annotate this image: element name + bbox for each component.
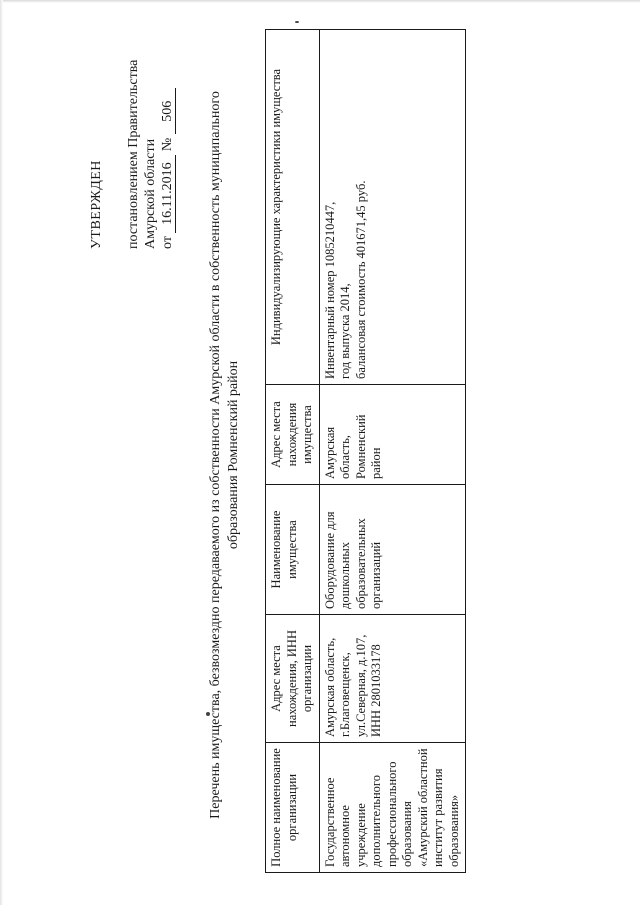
- date-prefix: от: [160, 236, 175, 249]
- cell-org-address: [319, 615, 466, 743]
- title-line-1: Перечень имущества, безвозмездно передаваемого из собственности Амурской области в собственность муниципального: [208, 91, 223, 819]
- approval-date: 16.11.2016: [160, 155, 176, 233]
- column-header-org-name: Полное наименование организации: [266, 743, 320, 873]
- cell-line: ИНН 2801033178: [369, 644, 383, 737]
- column-header-characteristics: Индивидуализирующие характеристики имущества: [266, 30, 320, 385]
- table-header-row: [266, 30, 320, 873]
- cell-line: Государственное автономное учреждение: [322, 777, 368, 867]
- approval-line-1: постановлением Правительства: [126, 59, 141, 249]
- cell-property-name: [319, 485, 466, 615]
- approval-line-2: Амурской области: [143, 138, 158, 249]
- cell-line: Инвентарный номер 1085210447,: [322, 201, 337, 379]
- approval-number: 506: [160, 88, 176, 134]
- document-title: [207, 25, 243, 885]
- cell-org-name: [319, 743, 466, 873]
- cell-line: год выпуска 2014,: [338, 283, 352, 379]
- column-header-property-address: Адрес места нахождения имущества: [266, 385, 320, 485]
- cell-line: Амурская область, г.Благовещенск,: [322, 637, 352, 737]
- table-row: [319, 30, 466, 873]
- cell-line: дополнительного профессионального: [369, 761, 399, 867]
- title-line-2: образования Ромненский район: [226, 360, 241, 550]
- cell-line: балансовая стоимость 401671,45 руб.: [353, 180, 368, 379]
- cell-characteristics: [319, 30, 466, 385]
- number-sign: №: [160, 137, 175, 152]
- approval-block: [88, 9, 176, 249]
- approval-date-line: [159, 9, 176, 249]
- cell-line: ул.Северная, д.107,: [353, 634, 368, 737]
- cell-line: образования «Амурский областной институт развития образования»: [400, 748, 461, 867]
- cell-property-address: [319, 385, 466, 485]
- column-header-property-name: Наименование имущества: [266, 485, 320, 615]
- cell-line: Оборудование для дошкольных образовательных организаций: [322, 511, 383, 609]
- approval-heading: УТВЕРЖДЕН: [89, 160, 104, 249]
- column-header-org-address: Адрес места нахождения, ИНН организации: [266, 615, 320, 743]
- cell-line: Амурская область, Ромненский район: [322, 414, 383, 479]
- property-table: [265, 29, 466, 873]
